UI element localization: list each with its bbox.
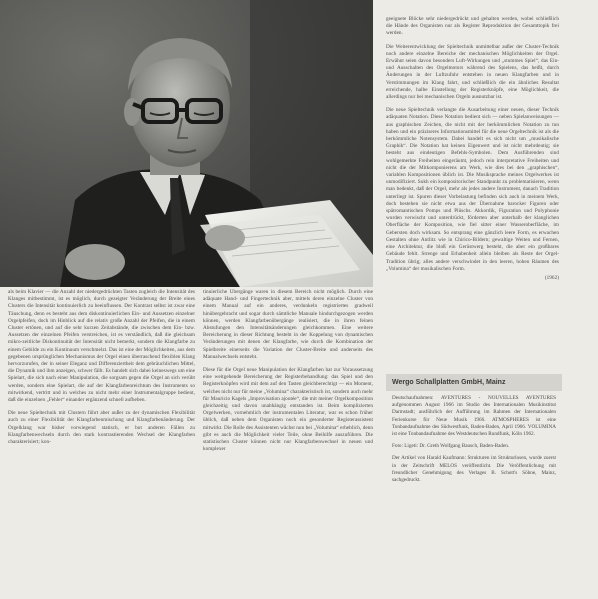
paragraph: als beim Klavier — die Anzahl der niedergedrückten Tasten zugleich die Intensität des Klanges mitbestimmt, ist es möglich, durch gezeigter Veränderung der Breite eines Clusters die Intensität kontinuierlich zu beeinflussen. Der Kontrast selbst ist zwar eine Täuschung, denn es besteht aus dem diskontinuierlichen Ein- und Aussetzen einzelner Orgelpfeifen, doch im Hinblick auf die relativ große Anzahl der Pfeifen, die in einem Cluster ertönen, und auf die sehr kurzen Zeitabstände, die zwischen dem Ein- bzw. Aussetzen der einzelnen Pfeifen verstreichen, ist es verständlich, daß die gleichsam mikro-zeitliche Diskontinuität der Intensität nicht bemerkt, sondern die Klangfarbe zu einem Gebilde zu ein Kontinuum verschmelzt. Das ist eine der Möglichkeiten, aus dem gegebenen ursprünglichen Mechanismus der Orgel einen überraschend flexiblen Klang hervorzurufen, der in seiner Eleganz und Differenziertheit dem gebräuchlichen Mittel, die Dynamik und ihm anzeigen, schwer fällt. Es handelt sich dabei keineswegs um eine Spielart, die sich nach einer Manipulation, die sorgsam gegen die Orgel an sich verübt werden, sondern eine Spielart, die auf der Klangfarbenreichtum des Instruments so mitwirkend, vertritt und in welches zu nicht mehr einer Instrumentalgruppe bedient, daß die einzelnen „Fehler“ einander ergänzend schnell aufheben. <box>8 289 195 404</box>
photo-credit: Foto: Ligeti: Dr. Greth Wolfgang Bausch, Baden-Baden. <box>392 443 510 450</box>
paragraph: Die neue Spieltechnik verlangte die Ausarbeitung einer neuen, dieser Technik adäquaten Notation. Diese Notation bedient sich — neben Spielanweisungen — aus graphischen Zeichen, die nicht mit der herkömmlichen Notation zu tun haben und ein präziseres Informationsmittel für die neue Orgeltechnik ist als die herkömmliche Notensystem. Dabei handelt es sich nicht um „musikalische Graphik“. Die Notation hat keinen Eigenwert und ist nicht mehrdeutig; sie besteht aus eindeutigen Befehls-Symbolen. Dem Ausführenden sind wohlgemerkte Freiheiten eingeräumt, jedoch rein interpretative Freiheiten und nicht die der Mitkomponierens am Werk, wie dies bei den „graphischen“, variablen Kompositionen üblich ist. Die Musiksprache meines Orgelwerkes ist unmodifiziert. Sukh ein kompositorischer Standpunkt zu problematisieren, wenn man bedenkt, daß der Orgel, mehr als jedes andere Instrument, danach Tradition unterliegt ist. Spuren dieser Vorbelastung befinden sich auch in meinem Werk, doch bestehen sie nicht etwa aus der Übernahme barocker Figuren oder spätromantischen Pomps und Plüschs. Akkordik, Figuration und Polyphonie wurden verwischt und unterdrückt, förderten aber unterhalb der klanglichen Oberfläche der Komposition, wie fiel sitter einer Wasseroberfläche, im Gebersten doch wirksam. So entsprang eine gänzlich leere Form, es erwachen Gestalten ohne Antlitz wie in Chirico-Bildern; gewaltige Weiten und Fernen, eine Architektur, die bloß ein Gerüstwerg besteht, die aber ein großbares Gebäude fehlt. Strenge und Erhabenheit allein bleiben als Reste der Orgel-Tradition übrig; alles andere verschwindet in den leeren, hohen Räumen des „Volumina“ der musikalischen Form. <box>386 107 559 272</box>
publisher-title: Wergo Schallplatten GmbH, Mainz <box>386 374 562 391</box>
paragraph: Die neue Spieltechnik mit Clustern führt aber außer zu der dynamischen Flexibilität auch zu einer Flexibilität der Klangfarbenmischung und Klangfarbenänderung. Der Orgelklang war bisher vorwiegend statisch, er bot anderen Fällen zu Klangfarbenwechseln durch den stark kontrastierenden Wechsel der Klangfarben charakterisiert; kon- <box>8 410 195 446</box>
paragraph: geeignete Blöcke sehr niedergedrückt und gehalten werden, wobei schließlich die Hände des Organisten nur als Register Reproduktion der Gesamttopik frei werden. <box>386 16 559 37</box>
paragraph: Diese für die Orgel neue Manipulation der Klangfarben hat zur Voraussetzung eine weitgehende Bereicherung der Registerbehandlung: das Spiel und den Registerknöpfen wird mit dem auf den Tasten gleichberechtigt — ein Moment, welches nicht nur für meine „Volumina“ charakteristisch ist, sondern auch mehr für Mauricio Kagels „Improvisation ajoutée“, die mit meiner Orgelkomposition gleichzeitig und davon unabhängig entstanden ist. Beim komplizierten Orgelwerken, vornehmlich der instrumentalen Literatur, war es schon früher üblich, daß neben dem Organisten noch ein gesonderter Registerassistent mitwirkt. Die Rolle des Assistenten wächst nun bei „Volumina“ erheblich, denn gibt es auch die Möglichkeit vieler Teile, ohne Beihilfe auszuführen. Die statistischen Cluster können nicht nur Klangfarbenwechsel in neuen und komplexer <box>203 367 373 453</box>
recording-credits: Deutschaufnahmen: AVENTURES - NOUVELLES AVENTURES aufgenommen August 1966 im Studio des Internationalen Musikinstitut Darmstadt; ausführlich der Aufführung im Rahmen der Internationalen Ferienkurse für Neue Musik 1966. ATMOSPHERES ist eine Tonbandaufnahme des Südwestfunk, Baden-Baden, April 1966. VOLUMINA ist eine Tonbandaufnahme des Westdeutschen Rundfunk, Köln 1962. <box>392 395 556 438</box>
right-column-top <box>386 16 559 356</box>
composer-photo <box>0 0 373 287</box>
publisher-details <box>386 395 562 484</box>
paragraph: Die Weiterentwicklung der Spieltechnik unmittelbar außer der Cluster-Technik noch andere einzelne Bereiche der mechanischen Möglichkeiten der Orgel. Erwähnt seien davon besonders Luft-Wirkungen und „stummes Spiel“, das Ein- und Ausschalten des Orgelmotors während des Spielens, das heißt, durch Änderungen in der Luftzufuhr entstehen in neuen Klangfarben und in Verstimmungen im Klang fahrt, und schließlich die ein ähnliches Resultat erreichende, halbe Einstellung der Registerknöpfe, eine Möglichkeit, die allerdings nur bei mechanischen Orgeln ausnutzbar ist. <box>386 43 559 101</box>
middle-column <box>203 289 373 594</box>
year-note: (1962) <box>544 274 559 281</box>
publisher-box <box>386 374 562 594</box>
article-credit: Der Artikel von Harald Kaufmann: Strukturen im Strukturlosen, wurde zuerst in der Zeitschrift MELOS veröffentlicht. Die Veröffentlichung mit freundlicher Genehmigung des Verlages B. Schott's Söhne, Mainz, sachgedruckt. <box>392 455 556 484</box>
left-column <box>8 289 195 594</box>
paragraph: tinuierliche Übergänge waren in diesem Bereich nicht möglich. Durch eine adäquate Hand- und Fingertechnik aber, mittels deren einzelne Cluster von einem Manual auf ein anderes, verdunkeln registriertes gradweil hinübergebracht und sogar durch sämtliche Manuale hindurchgezogen werden können, werden Klangfarbenübergänge realisiert, die in ihren feinen Abstufungen den Intensitätsänderungen gleichkommen. Eine weitere Bereicherung in dieser Richtung besteht in der Koppelung von dynamischen Veränderungen mit denen der Klangfarbe, wie durch die Kombination der Spielbreite einerseits die Variation der Cluster-Breite und anderseits des Manualwechsels entsteht. <box>203 289 373 360</box>
